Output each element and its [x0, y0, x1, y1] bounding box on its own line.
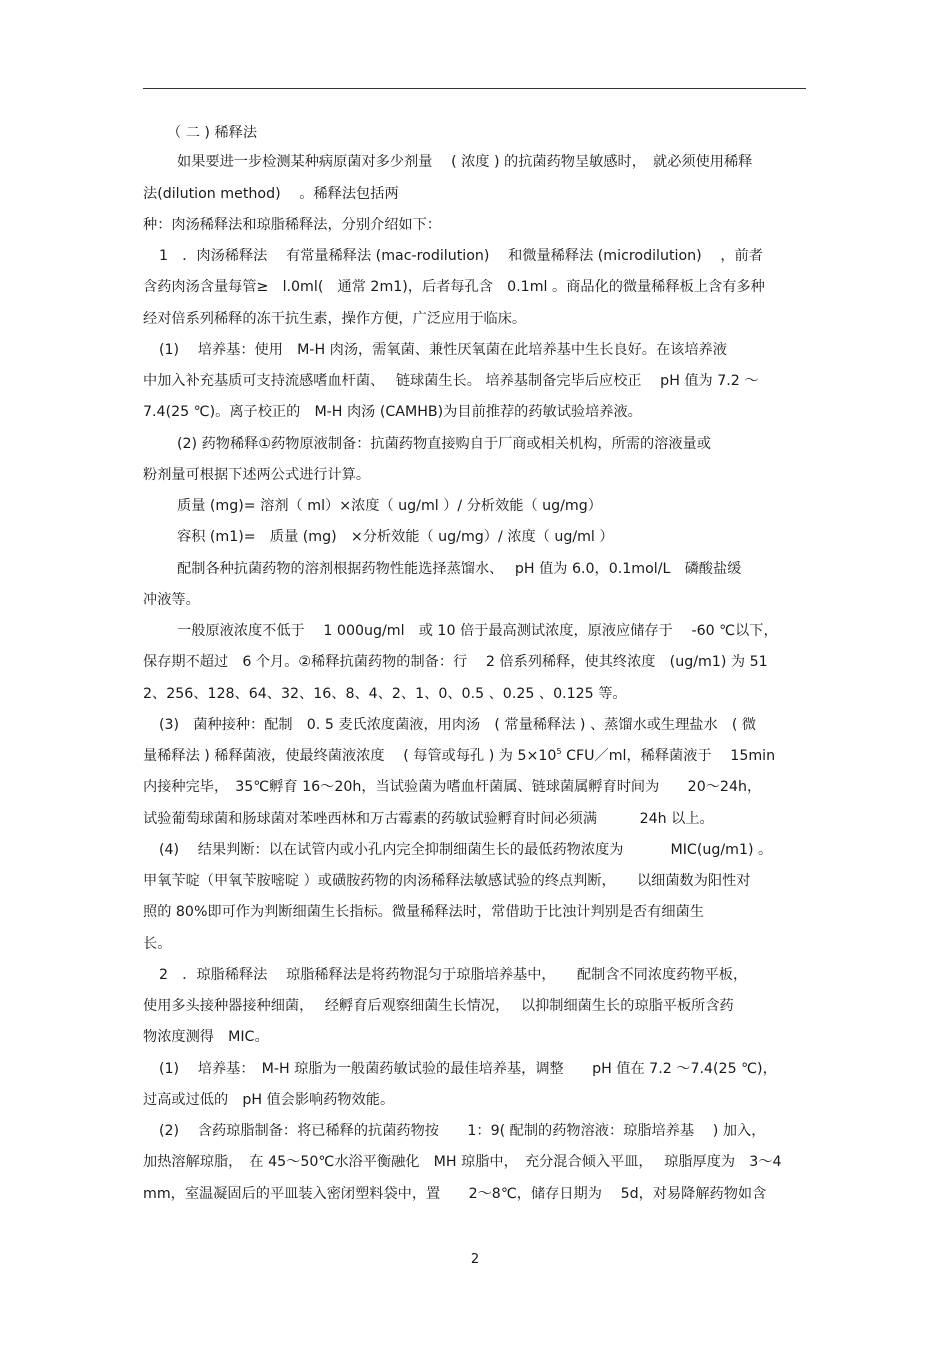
text-line: 法(dilution method) 。稀释法包括两 — [143, 186, 399, 202]
text-line: (1) 培养基：使用 M-H 肉汤，需氧菌、兼性厌氧菌在此培养基中生长良好。在该培养液 — [159, 342, 727, 358]
text-line: 一般原液浓度不低于 1 000ug/ml 或 10 倍于最高测试浓度，原液应储存于 -60 ℃以下， — [177, 623, 778, 639]
text-line: (4) 结果判断：以在试管内或小孔内完全抑制细菌生长的最低药物浓度为 MIC(ug/m1) 。 — [159, 842, 773, 858]
text-line: 中加入补充基质可支持流感嗜血杆菌、 链球菌生长。 培养基制备完毕后应校正 pH 值为 7.2 ～ — [143, 373, 759, 389]
text-line: （ 二 ) 稀释法 — [167, 125, 258, 141]
text-line: (3) 菌种接种：配制 0. 5 麦氏浓度菌液，用肉汤 ( 常量稀释法 ) 、蒸馏水或生理盐水 ( 微 — [159, 717, 757, 733]
text-line: 1 ．肉汤稀释法 有常量稀释法 (mac-rodilution) 和微量稀释法 (microdilution) ，前者 — [159, 248, 763, 264]
line-tail: CFU／ml，稀释菌液于 15min — [561, 748, 776, 764]
text-line: (2) 含药琼脂制备：将已稀释的抗菌药物按 1：9( 配制的药物溶液：琼脂培养基 ) 加入， — [159, 1123, 766, 1139]
text-line: 2 ．琼脂稀释法 琼脂稀释法是将药物混匀于琼脂培养基中， 配制含不同浓度药物平板， — [159, 967, 748, 983]
superscript-exponent: 5 — [556, 747, 562, 756]
text-line: 过高或过低的 pH 值会影响药物效能。 — [143, 1092, 395, 1108]
text-line-with-superscript — [143, 747, 775, 765]
line-head: 量稀释法 ) 稀释菌液，使最终菌液浓度 ( 每管或每孔 ) 为 5×10 — [143, 748, 557, 764]
header-rule — [143, 88, 806, 89]
text-line: (2) 药物稀释①药物原液制备：抗菌药物直接购自于厂商或相关机构，所需的溶液量或 — [177, 436, 711, 452]
text-line: 配制各种抗菌药物的溶剂根据药物性能选择蒸馏水、 pH 值为 6.0，0.1mol/L 磷酸盐缓 — [177, 561, 742, 577]
text-line: 容积 (m1)= 质量 (mg) ×分析效能（ ug/mg）/ 浓度（ ug/ml ） — [177, 529, 614, 545]
text-line: 7.4(25 ℃)。离子校正的 M-H 肉汤 (CAMHB)为目前推荐的药敏试验培养液。 — [143, 404, 642, 420]
text-line: 甲氧苄啶（甲氧苄胺嘧啶 ）或磺胺药物的肉汤稀释法敏感试验的终点判断， 以细菌数为阳性对 — [143, 873, 751, 889]
text-line: 物浓度测得 MIC。 — [143, 1029, 269, 1045]
text-line: 含药肉汤含量每管≥ l.0ml( 通常 2m1)，后者每孔含 0.1ml 。商品化的微量稀释板上含有多种 — [143, 279, 765, 295]
text-line: 保存期不超过 6 个月。②稀释抗菌药物的制备：行 2 倍系列稀释，使其终浓度 (ug/m1) 为 51 — [143, 654, 768, 670]
text-line: 试验葡萄球菌和肠球菌对苯唑西林和万古霉素的药敏试验孵育时间必须满 24h 以上。 — [143, 811, 714, 827]
text-line: 冲液等。 — [143, 592, 200, 608]
text-line: 经对倍系列稀释的冻干抗生素，操作方便，广泛应用于临床。 — [143, 311, 527, 327]
text-line: mm，室温凝固后的平皿装入密闭塑料袋中，置 2～8℃，储存日期为 5d，对易降解药物如含 — [143, 1186, 767, 1202]
text-line: (1) 培养基： M-H 琼脂为一般菌药敏试验的最佳培养基，调整 pH 值在 7.2 ～7.4(25 ℃)， — [159, 1061, 777, 1077]
page-number: 2 — [470, 1252, 480, 1267]
text-line: 内接种完毕， 35℃孵育 16～20h，当试验菌为嗜血杆菌属、链球菌属孵育时间为 20～24h， — [143, 779, 762, 795]
text-line: 照的 80%即可作为判断细菌生长指标。微量稀释法时，常借助于比浊计判别是否有细菌生 — [143, 904, 704, 920]
text-line: 长。 — [143, 936, 172, 952]
text-line: 种：肉汤稀释法和琼脂稀释法，分别介绍如下： — [143, 217, 441, 233]
text-line: 粉剂量可根据下述两公式进行计算。 — [143, 467, 371, 483]
text-line: 使用多头接种器接种细菌， 经孵育后观察细菌生长情况， 以抑制细菌生长的琼脂平板所含药 — [143, 998, 734, 1014]
text-line: 质量 (mg)= 溶剂（ ml）×浓度（ ug/ml ）/ 分析效能（ ug/mg） — [177, 498, 602, 514]
text-line: 加热溶解琼脂， 在 45～50℃水浴平衡融化 MH 琼脂中， 充分混合倾入平皿， 琼脂厚度为 3～4 — [143, 1154, 782, 1170]
text-line: 如果要进一步检测某种病原菌对多少剂量 ( 浓度 ) 的抗菌药物呈敏感时， 就必须使用稀释 — [177, 154, 753, 170]
text-line: 2、256、128、64、32、16、8、4、2、1、0、0.5 、0.25 、0.125 等。 — [143, 686, 627, 702]
